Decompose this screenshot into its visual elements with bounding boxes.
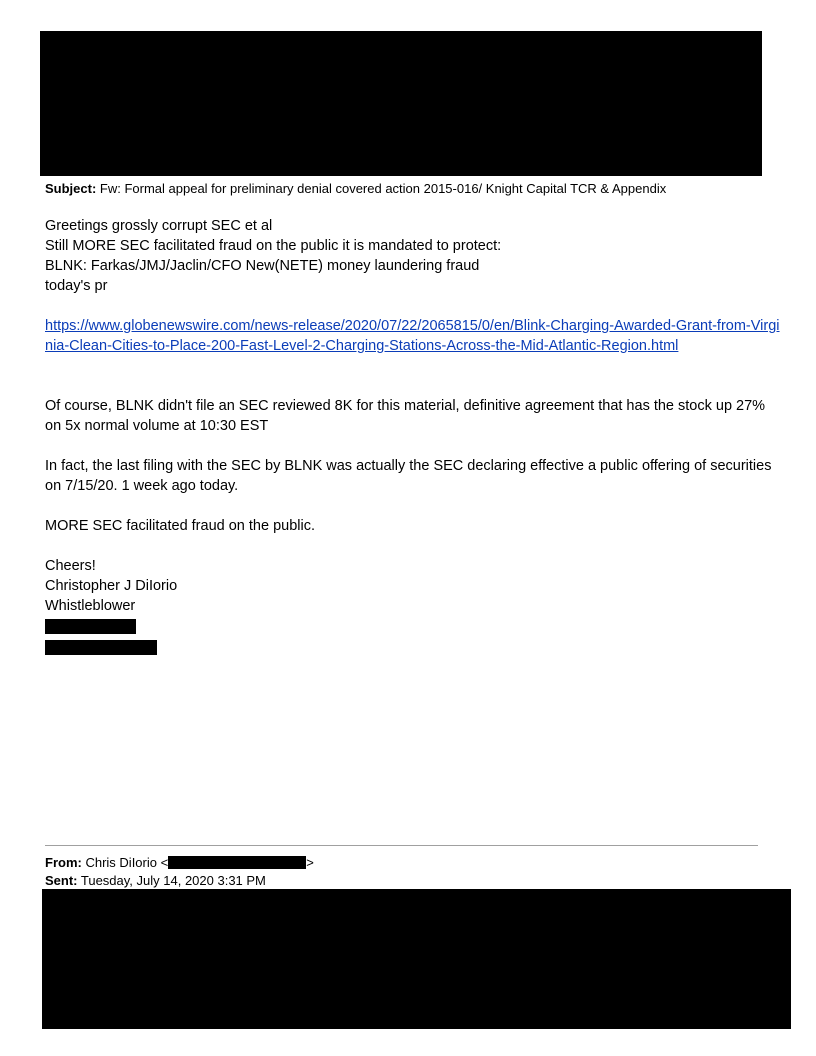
from-close: > xyxy=(306,855,314,870)
forward-divider xyxy=(45,845,758,846)
signature-block xyxy=(45,556,780,616)
redaction-header-block xyxy=(40,31,762,176)
paragraph-2-text: In fact, the last filing with the SEC by BLNK was actually the SEC declaring effective a public offering of securities on 7/15/20. 1 week ago today. xyxy=(45,458,772,494)
body-line-3: today's pr xyxy=(45,278,108,294)
forward-from-line xyxy=(45,855,314,871)
signature-name: Christopher J DiIorio xyxy=(45,578,178,594)
signature-title: Whistleblower xyxy=(45,598,136,614)
forward-sent-line xyxy=(45,873,266,889)
press-release-link-block xyxy=(45,316,780,356)
paragraph-3 xyxy=(45,516,780,536)
email-body-intro xyxy=(45,216,780,296)
signoff: Cheers! xyxy=(45,558,96,574)
subject-label: Subject: xyxy=(45,181,97,196)
greeting-line: Greetings grossly corrupt SEC et al xyxy=(45,218,273,234)
paragraph-1-text: Of course, BLNK didn't file an SEC reviewed 8K for this material, definitive agreement that has the stock up 27% on 5x normal volume at 10:30 EST xyxy=(45,398,766,434)
press-release-link[interactable]: https://www.globenewswire.com/news-release/2020/07/22/2065815/0/en/Blink-Charging-Awarded-Grant-from-Virginia-Clean-Cities-to-Place-200-Fast-Level-2-Charging-Stations-Across-the-Mid-Atlantic-Region.html xyxy=(45,318,780,354)
body-line-2: BLNK: Farkas/JMJ/Jaclin/CFO New(NETE) money laundering fraud xyxy=(45,258,480,274)
sent-label: Sent: xyxy=(45,873,78,888)
redaction-signature-line-2 xyxy=(45,640,157,655)
subject-value: Fw: Formal appeal for preliminary denial covered action 2015-016/ Knight Capital TCR & Appendix xyxy=(99,181,667,196)
redaction-from-email xyxy=(168,856,306,869)
paragraph-3-text: MORE SEC facilitated fraud on the public. xyxy=(45,518,315,534)
redaction-footer-block xyxy=(42,889,791,1029)
paragraph-2 xyxy=(45,456,780,496)
sent-value: Tuesday, July 14, 2020 3:31 PM xyxy=(80,873,266,888)
body-line-1: Still MORE SEC facilitated fraud on the public it is mandated to protect: xyxy=(45,238,502,254)
paragraph-1 xyxy=(45,396,780,436)
from-name: Chris DiIorio < xyxy=(85,855,169,870)
subject-line xyxy=(45,181,666,197)
from-label: From: xyxy=(45,855,82,870)
redaction-signature-line-1 xyxy=(45,619,136,634)
